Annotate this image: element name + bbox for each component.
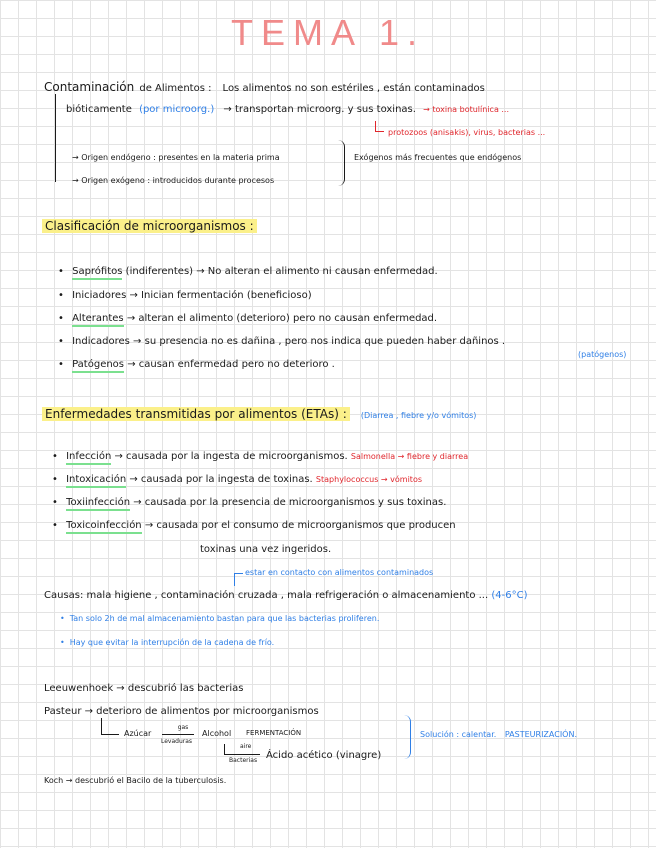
clasificacion-heading: Clasificación de microorganismos : — [42, 219, 257, 233]
causas-text: Causas: mala higiene , contaminación cruzada , mala refrigeración o almacenamiento ... — [44, 590, 489, 601]
contaminacion-heading-rest: de Alimentos : — [139, 83, 212, 94]
extra: Staphylococcus → vómitos — [315, 475, 422, 484]
azucar-label: Azúcar — [124, 729, 152, 738]
desc: → alteran el alimento (deterioro) pero no causan enfermedad. — [126, 313, 438, 324]
red-arrow-hook — [375, 121, 384, 132]
pasteurizacion-text: PASTEURIZACIÓN. — [504, 730, 578, 739]
pasteur-branch-v — [101, 718, 102, 734]
pasteur-branch-h — [101, 734, 119, 735]
etas-symptoms: (Diarrea , fiebre y/o vómitos) — [360, 411, 477, 420]
acido-label: Ácido acético (vinagre) — [266, 750, 382, 761]
bracket-line — [55, 94, 56, 182]
fermentacion-label: FERMENTACIÓN — [246, 729, 302, 737]
page-title: TEMA 1. — [230, 12, 426, 53]
desc: → su presencia no es dañina , pero nos indica que pueden haber dañinos . — [133, 336, 506, 347]
desc: (indiferentes) → No alteran el alimento ni causan enfermedad. — [125, 266, 438, 277]
term: Saprófitos — [72, 266, 122, 280]
toxina-botulinica: → toxina botulínica ... — [423, 105, 510, 114]
list-item — [58, 313, 437, 324]
por-microorg: (por microorg.) — [139, 104, 215, 115]
list-item — [52, 497, 446, 508]
transportan-text: → transportan microorg. y sus toxinas. — [223, 104, 416, 115]
bioticamente-line — [66, 104, 509, 115]
causas-temp: (4-6°C) — [491, 590, 528, 601]
term: Iniciadores — [72, 290, 127, 301]
azucar-arrow — [162, 734, 194, 735]
koch-line: Koch → descubrió el Bacilo de la tuberculosis. — [44, 776, 227, 785]
causas-bullet-1: • Tan solo 2h de mal almacenamiento bastan para que las bacterias proliferen. — [60, 614, 379, 623]
term: Intoxicación — [66, 474, 126, 488]
term: Patógenos — [72, 359, 124, 373]
origen-exogeno: → Origen exógeno : introducidos durante procesos — [72, 176, 275, 185]
protozoos-text: protozoos (anisakis), virus, bacterias ... — [388, 128, 546, 137]
contaminacion-heading: Contaminación — [44, 80, 135, 94]
term: Infección — [66, 451, 111, 465]
causas-bullet-2: • Hay que evitar la interrupción de la cadena de frío. — [60, 638, 274, 647]
list-item — [58, 359, 335, 370]
aire-label: aire — [240, 743, 252, 750]
contaminacion-heading-line — [44, 76, 485, 95]
causas-line — [44, 590, 527, 601]
alcohol-arrow — [224, 754, 260, 755]
bacterias-label: Bacterias — [229, 757, 258, 764]
list-item — [52, 520, 456, 531]
term: Indicadores — [72, 336, 130, 347]
origen-endogeno: → Origen endógeno : presentes en la materia prima — [72, 153, 280, 162]
levaduras-label: Levaduras — [161, 738, 193, 745]
etas-continuation: toxinas una vez ingeridos. — [200, 544, 332, 555]
gas-label: gas — [177, 724, 189, 731]
desc: → causada por la ingesta de microorganismos. — [114, 451, 348, 462]
term: Toxicoinfección — [66, 520, 142, 534]
term: Alterantes — [72, 313, 124, 327]
brace — [338, 140, 345, 186]
brace-note: Exógenos más frecuentes que endógenos — [354, 153, 522, 162]
blue-brace — [404, 715, 411, 759]
desc: → causada por la presencia de microorganismos y sus toxinas. — [133, 497, 447, 508]
causas-note: estar en contacto con alimentos contaminados — [245, 568, 434, 577]
alcohol-label: Alcohol — [202, 729, 232, 738]
bioticamente-term: bióticamente — [66, 104, 132, 115]
etas-heading-line — [42, 403, 476, 422]
term: Toxiinfección — [66, 497, 130, 511]
solucion-line — [420, 730, 577, 739]
patogenos-note: (patógenos) — [578, 350, 627, 359]
desc: → Inician fermentación (beneficioso) — [129, 290, 312, 301]
etas-heading: Enfermedades transmitidas por alimentos (ETAs) : — [42, 407, 350, 421]
desc: → causada por la ingesta de toxinas. — [129, 474, 313, 485]
desc: → causada por el consumo de microorganismos que producen — [144, 520, 456, 531]
leeuwenhoek-line: Leeuwenhoek → descubrió las bacterias — [44, 683, 244, 694]
list-item — [58, 336, 505, 347]
list-item — [52, 474, 422, 485]
extra: Salmonella → fiebre y diarrea — [350, 452, 469, 461]
list-item — [52, 451, 468, 462]
desc: → causan enfermedad pero no deterioro . — [127, 359, 335, 370]
pasteur-line: Pasteur → deterioro de alimentos por microorganismos — [44, 706, 319, 717]
alcohol-branch-v — [224, 744, 225, 754]
solucion-text: Solución : calentar. — [420, 730, 497, 739]
list-item — [58, 266, 438, 277]
blue-arrow-hook — [234, 573, 243, 586]
list-item — [58, 290, 312, 301]
contaminacion-text: Los alimentos no son estériles , están contaminados — [222, 83, 485, 94]
